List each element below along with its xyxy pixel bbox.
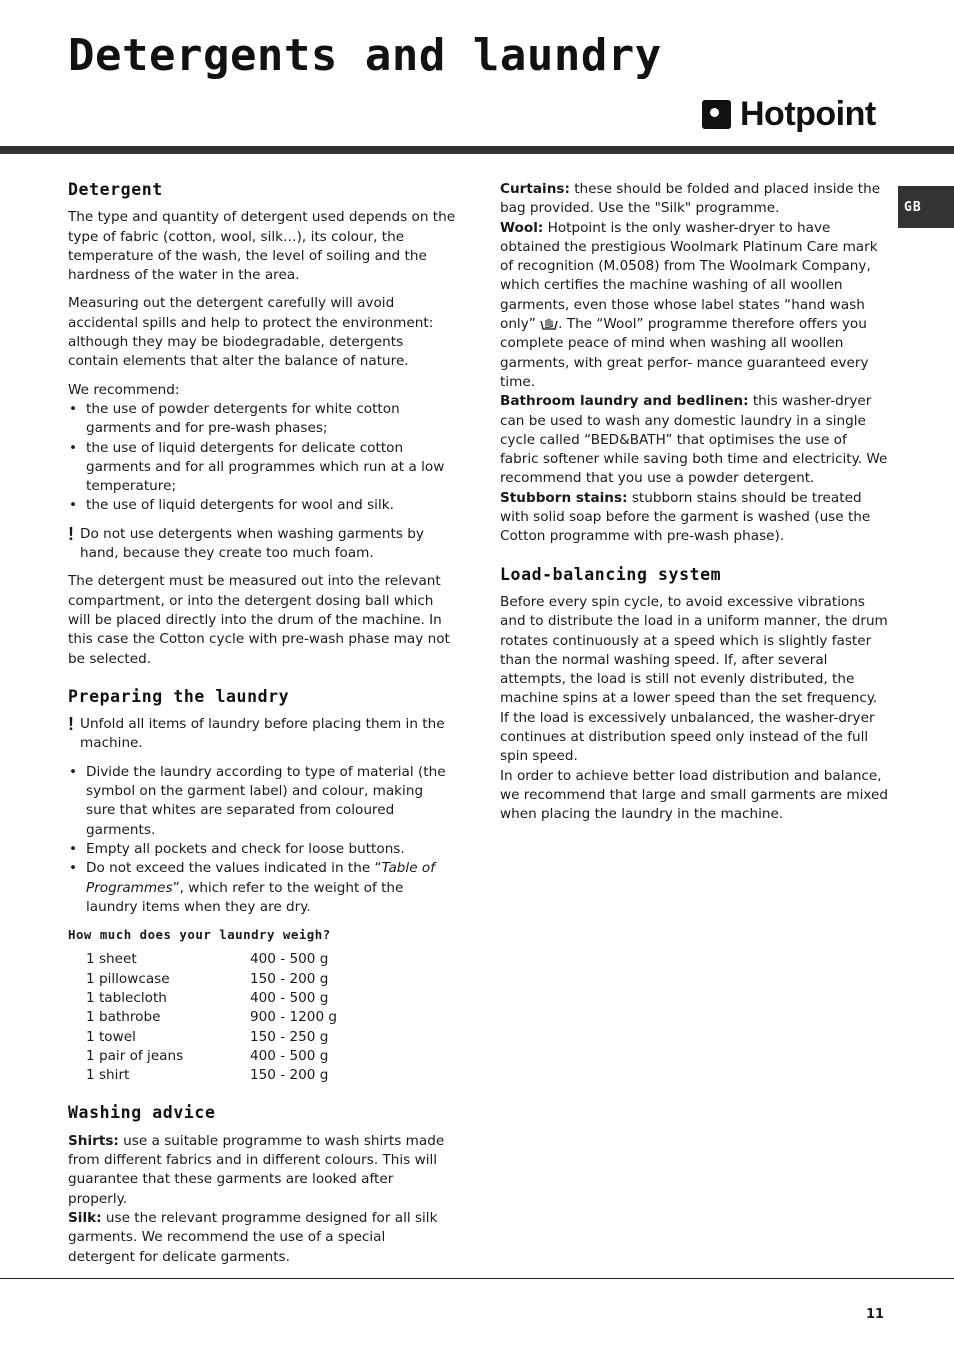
table-row xyxy=(86,1066,337,1085)
list-item: • Empty all pockets and check for loose buttons. xyxy=(68,840,456,859)
load-paragraph-1: Before every spin cycle, to avoid excessive vibrations and to distribute the load in a uniform manner, the drum rotates continuously at a speed which is slightly faster than the normal washing speed. If, after several attempts, the load is still not evenly distributed, the machine spins at a lower speed than the set frequency. xyxy=(500,593,888,707)
weight-cell: 400 - 500 g xyxy=(250,1047,329,1064)
table-row xyxy=(86,1047,337,1066)
bathroom-paragraph xyxy=(500,392,888,488)
silk-text: use the relevant programme designed for all silk garments. We recommend the use of a special detergent for delicate garments. xyxy=(68,1209,438,1265)
weight-cell: 400 - 500 g xyxy=(250,989,329,1006)
table-row xyxy=(86,950,337,969)
detergent-heading: Detergent xyxy=(68,180,163,199)
hand-wash-icon xyxy=(540,317,558,331)
foam-warning xyxy=(68,525,456,564)
wool-text: Hotpoint is the only washer-dryer to have obtained the prestigious Woolmark Platinum Care mark of recognition (M.0508) from The Woolmark Company, which certifies the machine washing of all woollen garments, even those whose label states “hand wash only” xyxy=(500,219,878,333)
stains-paragraph xyxy=(500,489,888,547)
right-column xyxy=(500,180,888,825)
brand-logo xyxy=(702,94,876,134)
table-row xyxy=(86,1028,337,1047)
language-tab: GB xyxy=(898,186,954,228)
wool-label: Wool: xyxy=(500,219,544,236)
silk-paragraph xyxy=(68,1209,456,1267)
load-paragraph-2: If the load is excessively unbalanced, the washer-dryer continues at distribution speed only instead of the full spin speed. xyxy=(500,709,875,765)
weight-cell: 900 - 1200 g xyxy=(250,1009,338,1026)
warning-text: Unfold all items of laundry before placing them in the machine. xyxy=(80,716,445,752)
wool-paragraph xyxy=(500,219,888,393)
list-item: • the use of liquid detergents for delicate cotton garments and for all programmes which run at a low temperature; xyxy=(68,439,456,497)
page-number: 11 xyxy=(866,1307,885,1322)
curtains-label: Curtains: xyxy=(500,181,570,197)
load-balancing-heading: Load-balancing system xyxy=(500,564,722,584)
laundry-weight-table xyxy=(86,950,337,1085)
brand-name: Hotpoint xyxy=(740,94,876,133)
washing-advice-heading: Washing advice xyxy=(68,1103,216,1123)
table-row xyxy=(86,989,337,1008)
table-row xyxy=(86,1008,337,1027)
item-cell: 1 tablecloth xyxy=(86,989,167,1006)
table-of-programmes-reference: Table of Programmes xyxy=(86,860,435,896)
weight-cell: 400 - 500 g xyxy=(250,951,329,968)
warning-icon: ! xyxy=(68,714,74,735)
warning-icon: ! xyxy=(68,523,74,544)
page-title: Detergents and laundry xyxy=(68,30,662,81)
curtains-text: these should be folded and placed inside the bag provided. Use the "Silk" programme. xyxy=(500,181,881,217)
footer-divider xyxy=(0,1278,954,1279)
load-paragraph-3: In order to achieve better load distribution and balance, we recommend that large and small garments are mixed when placing the laundry in the machine. xyxy=(500,767,888,823)
wool-text-cont: . The “Wool” programme therefore offers you complete peace of mind when washing all woollen garments, with great perfor- mance guaranteed every time. xyxy=(500,316,869,390)
bathroom-text: this washer-dryer can be used to wash any domestic laundry in a single cycle called “BED&BATH” that optimises the use of fabric softener while saving both time and electricity. We recommend that you use a powder detergent. xyxy=(500,393,888,487)
list-item: • the use of powder detergents for white cotton garments and for pre-wash phases; xyxy=(68,400,456,439)
list-item: • Divide the laundry according to type of material (the symbol on the garment label) and colour, making sure that whites are separated from coloured garments. xyxy=(68,763,456,840)
item-cell: 1 pair of jeans xyxy=(86,1047,184,1064)
left-column xyxy=(68,180,456,1267)
silk-label: Silk: xyxy=(68,1209,102,1226)
item-cell: 1 bathrobe xyxy=(86,1009,161,1026)
recommend-label: We recommend: xyxy=(68,381,180,398)
header-divider-bar xyxy=(0,146,954,154)
item-cell: 1 towel xyxy=(86,1028,136,1045)
unfold-warning xyxy=(68,715,456,754)
table-row xyxy=(86,970,337,989)
bullet-text: Do not exceed the values indicated in the “ xyxy=(86,860,382,877)
stains-label: Stubborn stains: xyxy=(500,489,628,506)
preparing-heading: Preparing the laundry xyxy=(68,686,290,706)
weight-cell: 150 - 250 g xyxy=(250,1028,329,1045)
curtains-paragraph xyxy=(500,180,888,219)
weight-cell: 150 - 200 g xyxy=(250,1067,329,1084)
shirts-text: use a suitable programme to wash shirts made from different fabrics and in different colours. This will guarantee that these garments are looked after properly. xyxy=(68,1132,445,1207)
detergent-paragraph-3: The detergent must be measured out into the relevant compartment, or into the detergent dosing ball which will be placed directly into the drum of the machine. In this case the Cotton cycle with pre-wash phase may not be selected. xyxy=(68,573,450,667)
item-cell: 1 sheet xyxy=(86,951,137,968)
hotpoint-logo-icon xyxy=(702,100,731,129)
item-cell: 1 pillowcase xyxy=(86,970,170,987)
weight-cell: 150 - 200 g xyxy=(250,970,329,987)
shirts-paragraph xyxy=(68,1132,456,1209)
detergent-bullet-list xyxy=(68,400,456,516)
list-item: • the use of liquid detergents for wool and silk. xyxy=(68,496,456,515)
detergent-paragraph-1: The type and quantity of detergent used depends on the type of fabric (cotton, wool, silk…), its colour, the temperature of the wash, the level of soiling and the hardness of the water in the area. xyxy=(68,209,456,284)
bathroom-label: Bathroom laundry and bedlinen: xyxy=(500,393,749,410)
detergent-paragraph-2: Measuring out the detergent carefully will avoid accidental spills and help to protect the environment: although they may be biodegradable, detergents contain elements that alter the balance of nature. xyxy=(68,295,434,370)
weigh-heading: How much does your laundry weigh? xyxy=(68,927,331,943)
bullet-text: ”, which refer to the weight of the laundry items when they are dry. xyxy=(86,879,404,915)
shirts-label: Shirts: xyxy=(68,1132,119,1149)
list-item xyxy=(68,859,456,917)
warning-text: Do not use detergents when washing garments by hand, because they create too much foam. xyxy=(80,525,424,562)
stains-text: stubborn stains should be treated with solid soap before the garment is washed (use the Cotton programme with pre-wash phase). xyxy=(500,489,871,545)
preparing-bullet-list xyxy=(68,763,456,917)
item-cell: 1 shirt xyxy=(86,1067,130,1084)
